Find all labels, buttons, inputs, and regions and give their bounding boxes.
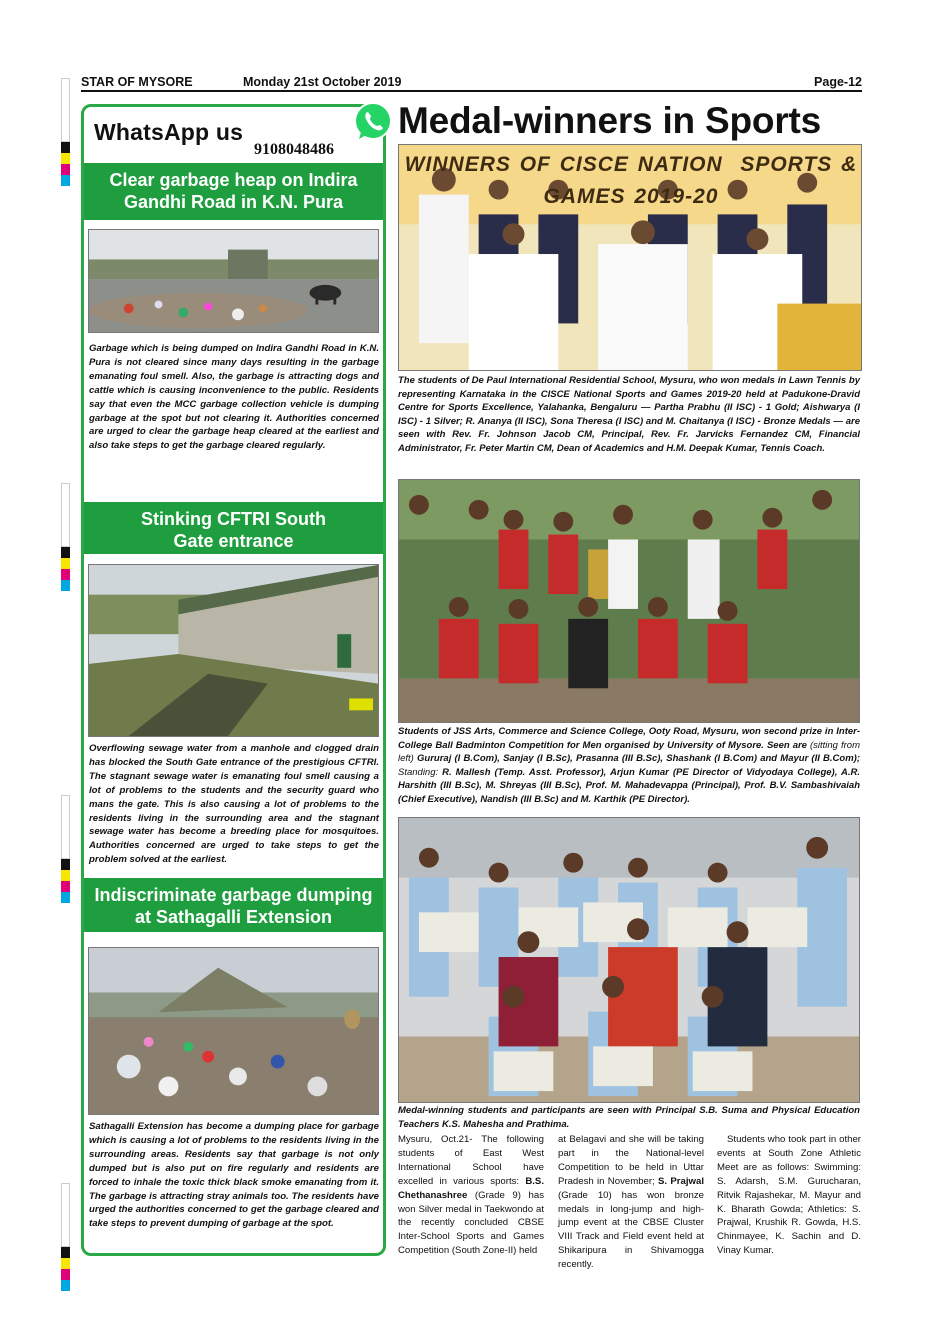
jss-ball-badminton-photo [398,479,860,723]
story-column-3: Students who took part in other events at South Zone Athletic Meet are as follows: Swimming: S. Adarsh, S.M. Gurucharan, Ritvik Rajashekar, M. Mayur and K. Bharath Gowda; Athletics: S. Prajwal, Krushik R. Gowda, H.S. Chinmayee, K. Sachin and D. Vinay Kumar. [717,1134,861,1257]
story-column-2: at Belagavi and she will be taking part in the National-level Competition to be held in Uttar Pradesh in November; S. Prajwal (Grade 10) has won bronze medals in long-jump and high-jump event at the CBSE Cluster VIII Track and Field event held at Shikaripura in Shivamogga recently. [558,1134,704,1271]
registration-marks-top [61,78,70,186]
story-column-1: Mysuru, Oct.21- The following students of East West International School have excelled in various sports: B.S. Chethanashree (Grade 9) has won Silver medal in Taekwondo at the recently concluded CBSE Inter-School Sports and Games Competition (South Zone-II) held [398,1134,544,1257]
east-west-school-photo [398,817,860,1103]
registration-marks-upper-mid [61,483,70,591]
registration-marks-bottom [61,1183,70,1291]
story-3-photo [88,947,379,1115]
story-1-text: Garbage which is being dumped on Indira Gandhi Road in K.N. Pura is not cleared since many days resulting in the garbage emanating foul smell. Also, the garbage is attracting dogs and cattle which is causing inconvenience to the public. Residents say that even the MCC garbage collection vehicle is dumping garbage at the spot but not clearing it. Authorities concerned are urged to clear the garbage heap cleared at the earliest and also take steps to get the garbage cleared regularly. [89,343,379,452]
story-3-headline: Indiscriminate garbage dumping at Sathagalli Extension [84,878,383,932]
whatsapp-phone-icon [352,101,394,143]
whatsapp-panel [81,104,386,1256]
story-2-headline: Stinking CFTRI South Gate entrance [84,502,383,554]
east-west-school-caption: Medal-winning students and participants are seen with Principal S.B. Suma and Physical Education Teachers K.S. Mahesha and Prathima. [398,1105,860,1130]
story-2-text: Overflowing sewage water from a manhole and clogged drain has blocked the South Gate entrance of the prestigious CFTRI. The stagnant sewage water is emanating foul smell causing a lot of problems to the students and the security guard who mans the gate. This is also causing a lot of problems to the residents living in the surrounding area and the stagnant sewage water has become a breeding place for mosquitoes. Authorities concerned are urged to take steps to get the problem solved at the earliest. [89,743,379,866]
whatsapp-number: 9108048486 [254,141,334,158]
story-2-photo [88,564,379,737]
story-1-photo [88,229,379,333]
whatsapp-title: WhatsApp us [94,119,244,145]
registration-marks-lower-mid [61,795,70,903]
page-number: Page-12 [814,75,862,89]
masthead [81,72,862,92]
issue-date: Monday 21st October 2019 [243,75,402,89]
cisce-banner-text: WINNERS OF CISCE NATION SPORTS & GAMES 2019-20 [404,153,858,208]
jss-ball-badminton-caption: Students of JSS Arts, Commerce and Science College, Ooty Road, Mysuru, won second prize in Inter-College Ball Badminton Competition for Men organised by University of Mysore. Seen are (sitting from left) Gururaj (I B.Com), Sanjay (I B.Sc), Prasanna (III B.Sc), Shashank (I B.Com) and Mayur (II B.Com); Standing: R. Mallesh (Temp. Asst. Professor), Arjun Kumar (PE Director of Vidyodaya College), A.R. Harshith (III B.Sc), M. Shreyas (III B.Sc), Prof. M. Mahadevappa (Principal), Prof. B.V. Sambashivaiah (Chief Executive), Nandish (III B.Sc) and M. Karthik (PE Director). [398,726,860,805]
story-1-headline: Clear garbage heap on Indira Gandhi Road in K.N. Pura [84,163,383,220]
publication-name: STAR OF MYSORE [81,75,193,89]
story-3-text: Sathagalli Extension has become a dumping place for garbage which is causing a lot of problems to the residents living in the surrounding areas. Residents say that garbage is not only dumped but is also put on fire regularly and residents are forced to inhale the toxic thick black smoke emanating from it. The garbage is attracting stray animals too. The residents have urged the authorities concerned to get the garbage cleared and take steps to prevent dumping of garbage at the spot. [89,1121,379,1230]
cisce-tennis-photo [398,144,862,371]
sports-headline: Medal-winners in Sports [398,100,822,141]
cisce-tennis-caption: The students of De Paul International Residential School, Mysuru, who won medals in Lawn Tennis by representing Karnataka in the CISCE National Sports and Games 2019-20 held at Padukone-Dravid Centre for Sports Excellence, Yalahanka, Bengaluru — Partha Prabhu (II ISC) - 1 Gold; Aishwarya (I ISC) - 1 Silver; R. Ananya (II ISC), Sona Theresa (I ISC) and M. Chaitanya (I ISC) - Bronze Medals — are seen with Rev. Fr. Johnson Jacob CM, Principal, Rev. Fr. Jarvicks Fernandez CM, Financial Administrator, Fr. Peter Martin CM, Dean of Academics and H.M. Deepak Kumar, Tennis Coach. [398,375,860,454]
